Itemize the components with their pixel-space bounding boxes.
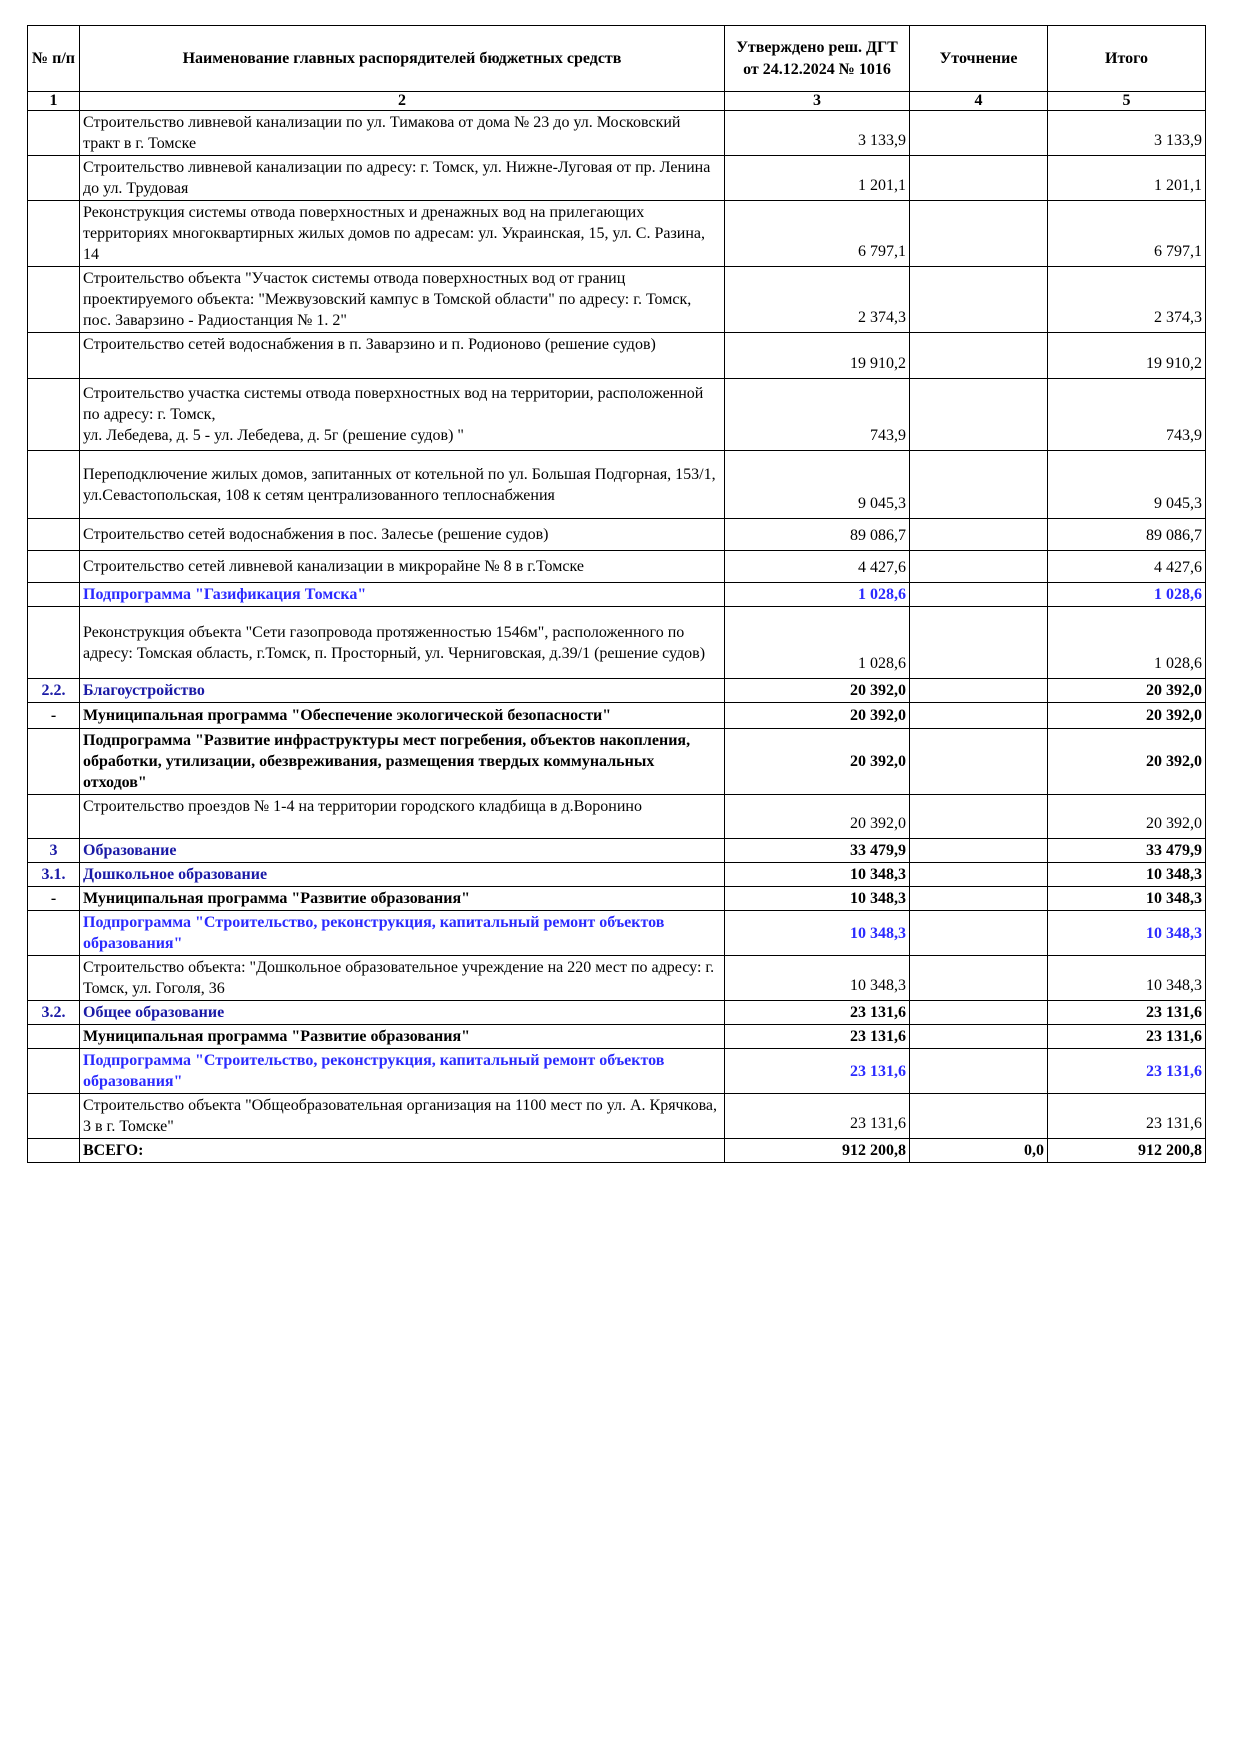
row-approved-amount: 23 131,6 — [725, 1049, 910, 1094]
row-index — [28, 583, 80, 607]
row-total-amount: 4 427,6 — [1048, 551, 1206, 583]
header-name: Наименование главных распорядителей бюджетных средств — [80, 26, 725, 92]
row-approved-amount: 23 131,6 — [725, 1025, 910, 1049]
table-row — [28, 887, 1206, 911]
row-total-amount: 10 348,3 — [1048, 956, 1206, 1001]
row-total-amount: 6 797,1 — [1048, 201, 1206, 267]
table-row — [28, 333, 1206, 379]
row-change-amount — [910, 201, 1048, 267]
table-row — [28, 679, 1206, 703]
row-total-amount: 20 392,0 — [1048, 703, 1206, 729]
row-approved-amount: 20 392,0 — [725, 679, 910, 703]
table-row — [28, 956, 1206, 1001]
budget-table — [27, 25, 1206, 1163]
row-name: Благоустройство — [80, 679, 725, 703]
column-number-row — [28, 92, 1206, 111]
row-approved-amount: 9 045,3 — [725, 451, 910, 519]
header-index: № п/п — [28, 26, 80, 92]
row-change-amount — [910, 583, 1048, 607]
row-name: Муниципальная программа "Развитие образования" — [80, 1025, 725, 1049]
table-row — [28, 451, 1206, 519]
row-total-amount: 33 479,9 — [1048, 839, 1206, 863]
table-row — [28, 1025, 1206, 1049]
row-approved-amount: 1 028,6 — [725, 583, 910, 607]
row-change-amount — [910, 956, 1048, 1001]
table-row — [28, 1049, 1206, 1094]
row-approved-amount: 20 392,0 — [725, 703, 910, 729]
row-total-amount: 9 045,3 — [1048, 451, 1206, 519]
row-name: Строительство объекта "Участок системы отвода поверхностных вод от границ проектируемого объекта: "Межвузовский кампус в Томской области" по адресу: г. Томск, пос. Заварзино - Радиостанция № 1. 2" — [80, 267, 725, 333]
row-name: Строительство объекта: "Дошкольное образовательное учреждение на 220 мест по адресу: г. Томск, ул. Гоголя, 36 — [80, 956, 725, 1001]
row-approved-amount: 23 131,6 — [725, 1001, 910, 1025]
row-approved-amount: 1 201,1 — [725, 156, 910, 201]
row-index — [28, 111, 80, 156]
header-approved: Утверждено реш. ДГТ от 24.12.2024 № 1016 — [725, 26, 910, 92]
column-number: 1 — [28, 92, 80, 111]
row-index — [28, 795, 80, 839]
table-row — [28, 795, 1206, 839]
row-name: Строительство сетей ливневой канализации в микрорайне № 8 в г.Томске — [80, 551, 725, 583]
row-approved-amount: 20 392,0 — [725, 795, 910, 839]
row-name: Строительство объекта "Общеобразовательная организация на 1100 мест по ул. А. Крячкова, 3 в г. Томске" — [80, 1094, 725, 1139]
row-name: ВСЕГО: — [80, 1139, 725, 1163]
row-change-amount — [910, 156, 1048, 201]
row-approved-amount: 10 348,3 — [725, 887, 910, 911]
row-total-amount: 23 131,6 — [1048, 1025, 1206, 1049]
row-change-amount — [910, 267, 1048, 333]
row-index: 3.1. — [28, 863, 80, 887]
row-name: Муниципальная программа "Развитие образования" — [80, 887, 725, 911]
row-index: - — [28, 887, 80, 911]
table-row — [28, 379, 1206, 451]
row-index — [28, 911, 80, 956]
row-total-amount: 3 133,9 — [1048, 111, 1206, 156]
row-total-amount: 1 028,6 — [1048, 583, 1206, 607]
row-total-amount: 1 028,6 — [1048, 607, 1206, 679]
row-index: 2.2. — [28, 679, 80, 703]
row-change-amount — [910, 607, 1048, 679]
row-change-amount — [910, 379, 1048, 451]
row-name: Подпрограмма "Строительство, реконструкция, капитальный ремонт объектов образования" — [80, 911, 725, 956]
row-approved-amount: 6 797,1 — [725, 201, 910, 267]
row-total-amount: 10 348,3 — [1048, 887, 1206, 911]
row-index — [28, 1139, 80, 1163]
row-name: Строительство сетей водоснабжения в пос. Залесье (решение судов) — [80, 519, 725, 551]
table-row — [28, 863, 1206, 887]
row-approved-amount: 10 348,3 — [725, 911, 910, 956]
row-total-amount: 20 392,0 — [1048, 679, 1206, 703]
row-index: - — [28, 703, 80, 729]
row-index: 3 — [28, 839, 80, 863]
row-index — [28, 201, 80, 267]
table-row — [28, 551, 1206, 583]
row-name: Строительство ливневой канализации по ул. Тимакова от дома № 23 до ул. Московский тракт в г. Томске — [80, 111, 725, 156]
table-row — [28, 1094, 1206, 1139]
table-row — [28, 703, 1206, 729]
table-row — [28, 519, 1206, 551]
row-total-amount: 912 200,8 — [1048, 1139, 1206, 1163]
row-index — [28, 1049, 80, 1094]
row-change-amount — [910, 729, 1048, 795]
row-name: Подпрограмма "Развитие инфраструктуры мест погребения, объектов накопления, обработки, утилизации, обезвреживания, размещения твердых коммунальных отходов" — [80, 729, 725, 795]
row-approved-amount: 10 348,3 — [725, 956, 910, 1001]
row-total-amount: 2 374,3 — [1048, 267, 1206, 333]
row-index: 3.2. — [28, 1001, 80, 1025]
row-total-amount: 23 131,6 — [1048, 1001, 1206, 1025]
row-change-amount — [910, 1001, 1048, 1025]
row-change-amount — [910, 111, 1048, 156]
row-approved-amount: 912 200,8 — [725, 1139, 910, 1163]
table-row — [28, 583, 1206, 607]
row-change-amount — [910, 795, 1048, 839]
row-change-amount — [910, 863, 1048, 887]
row-approved-amount: 3 133,9 — [725, 111, 910, 156]
row-total-amount: 743,9 — [1048, 379, 1206, 451]
row-name: Подпрограмма "Строительство, реконструкция, капитальный ремонт объектов образования" — [80, 1049, 725, 1094]
row-total-amount: 89 086,7 — [1048, 519, 1206, 551]
column-number: 5 — [1048, 92, 1206, 111]
row-change-amount — [910, 839, 1048, 863]
table-header-row — [28, 26, 1206, 92]
table-row — [28, 201, 1206, 267]
row-change-amount — [910, 703, 1048, 729]
row-name: Муниципальная программа "Обеспечение экологической безопасности" — [80, 703, 725, 729]
row-approved-amount: 1 028,6 — [725, 607, 910, 679]
row-approved-amount: 19 910,2 — [725, 333, 910, 379]
row-change-amount — [910, 1025, 1048, 1049]
row-index — [28, 451, 80, 519]
row-change-amount — [910, 551, 1048, 583]
row-index — [28, 333, 80, 379]
column-number: 4 — [910, 92, 1048, 111]
row-name: Образование — [80, 839, 725, 863]
row-name: Общее образование — [80, 1001, 725, 1025]
row-change-amount — [910, 451, 1048, 519]
table-row — [28, 607, 1206, 679]
row-total-amount: 19 910,2 — [1048, 333, 1206, 379]
column-number: 3 — [725, 92, 910, 111]
row-total-amount: 23 131,6 — [1048, 1049, 1206, 1094]
row-total-amount: 20 392,0 — [1048, 729, 1206, 795]
row-name: Строительство ливневой канализации по адресу: г. Томск, ул. Нижне-Луговая от пр. Ленина до ул. Трудовая — [80, 156, 725, 201]
table-row — [28, 111, 1206, 156]
row-index — [28, 519, 80, 551]
row-index — [28, 1025, 80, 1049]
table-row — [28, 911, 1206, 956]
table-row — [28, 839, 1206, 863]
row-index — [28, 956, 80, 1001]
row-change-amount — [910, 911, 1048, 956]
row-index — [28, 156, 80, 201]
row-name: Строительство проездов № 1-4 на территории городского кладбища в д.Воронино — [80, 795, 725, 839]
row-approved-amount: 33 479,9 — [725, 839, 910, 863]
row-change-amount: 0,0 — [910, 1139, 1048, 1163]
table-row — [28, 729, 1206, 795]
row-approved-amount: 2 374,3 — [725, 267, 910, 333]
table-row — [28, 1001, 1206, 1025]
row-index — [28, 607, 80, 679]
row-total-amount: 10 348,3 — [1048, 911, 1206, 956]
row-total-amount: 1 201,1 — [1048, 156, 1206, 201]
row-total-amount: 10 348,3 — [1048, 863, 1206, 887]
header-total: Итого — [1048, 26, 1206, 92]
row-change-amount — [910, 1049, 1048, 1094]
row-approved-amount: 23 131,6 — [725, 1094, 910, 1139]
row-name: Строительство сетей водоснабжения в п. Заварзино и п. Родионово (решение судов) — [80, 333, 725, 379]
column-number: 2 — [80, 92, 725, 111]
row-name: Реконструкция системы отвода поверхностных и дренажных вод на прилегающих территориях многоквартирных жилых домов по адресам: ул. Украинская, 15, ул. С. Разина, 14 — [80, 201, 725, 267]
table-row — [28, 1139, 1206, 1163]
table-row — [28, 267, 1206, 333]
row-index — [28, 379, 80, 451]
row-approved-amount: 20 392,0 — [725, 729, 910, 795]
row-change-amount — [910, 519, 1048, 551]
row-name: Переподключение жилых домов, запитанных от котельной по ул. Большая Подгорная, 153/1, ул.Севастопольская, 108 к сетям централизованного теплоснабжения — [80, 451, 725, 519]
row-approved-amount: 743,9 — [725, 379, 910, 451]
row-approved-amount: 4 427,6 — [725, 551, 910, 583]
row-name: Подпрограмма "Газификация Томска" — [80, 583, 725, 607]
row-index — [28, 1094, 80, 1139]
row-change-amount — [910, 887, 1048, 911]
row-change-amount — [910, 679, 1048, 703]
row-index — [28, 729, 80, 795]
row-change-amount — [910, 1094, 1048, 1139]
table-row — [28, 156, 1206, 201]
row-total-amount: 20 392,0 — [1048, 795, 1206, 839]
row-total-amount: 23 131,6 — [1048, 1094, 1206, 1139]
row-name: Строительство участка системы отвода поверхностных вод на территории, расположенной по адресу: г. Томск, ул. Лебедева, д. 5 - ул. Лебедева, д. 5г (решение судов) " — [80, 379, 725, 451]
row-change-amount — [910, 333, 1048, 379]
row-approved-amount: 10 348,3 — [725, 863, 910, 887]
row-name: Дошкольное образование — [80, 863, 725, 887]
row-name: Реконструкция объекта "Сети газопровода протяженностью 1546м", расположенного по адресу: Томская область, г.Томск, п. Просторный, ул. Черниговская, д.39/1 (решение судов) — [80, 607, 725, 679]
header-change: Уточнение — [910, 26, 1048, 92]
row-index — [28, 267, 80, 333]
row-approved-amount: 89 086,7 — [725, 519, 910, 551]
row-index — [28, 551, 80, 583]
